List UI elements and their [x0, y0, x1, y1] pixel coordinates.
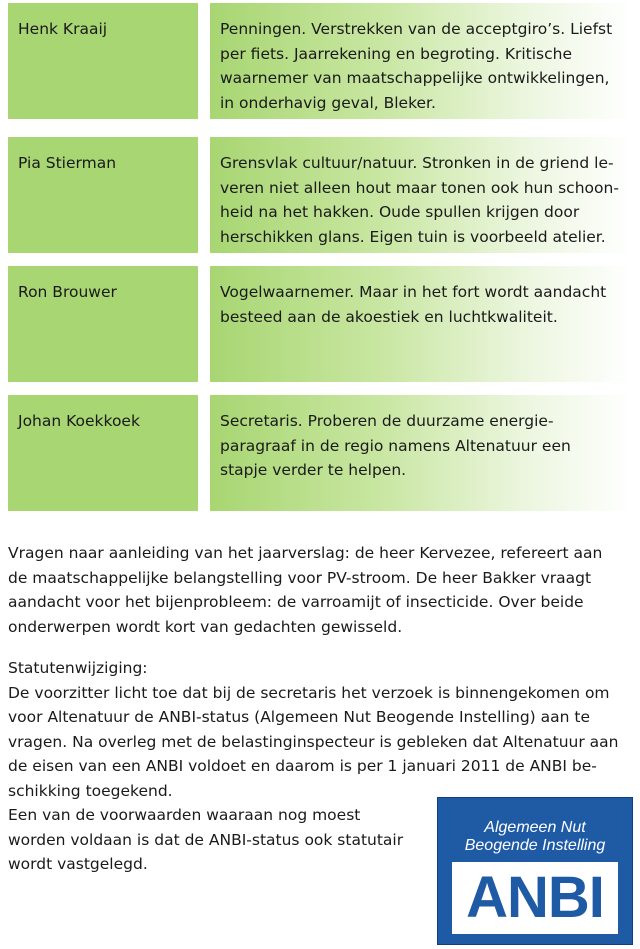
member-description: Vogelwaarnemer. Maar in het fort wordt aandacht besteed aan de akoestiek en luchtkwaliteit. [210, 266, 632, 382]
anbi-logo-box [452, 862, 618, 934]
member-description: Grensvlak cultuur/natuur. Stronken in de griend le- veren niet alleen hout maar tonen ook hun schoon- heid na het hakken. Oude spullen krijgen door herschikken glans. Eigen tuin is voorbeeld atelier. [210, 137, 632, 253]
statute-heading: Statutenwijziging: [8, 659, 148, 677]
member-description: Penningen. Verstrekken van de acceptgiro’s. Liefst per fiets. Jaarrekening en begroting. Kritische waarnemer van maatschappelijke ontwikkelingen, in onderhavig geval, Bleker. [210, 3, 632, 119]
member-name: Ron Brouwer [8, 266, 198, 382]
member-row-ron [8, 266, 632, 382]
member-row-pia [8, 137, 632, 253]
conditions-paragraph: Een van de voorwaarden waaraan nog moest worden voldaan is dat de ANBI-status ook statutair wordt vastgelegd. [8, 806, 404, 873]
member-name: Pia Stierman [8, 137, 198, 253]
member-name: Henk Kraaij [8, 3, 198, 119]
anbi-logo-line2: Beogende Instelling [464, 837, 606, 854]
questions-paragraph: Vragen naar aanleiding van het jaarverslag: de heer Kervezee, refereert aan de maatschappelijke belangstelling voor PV-stroom. De heer Bakker vraagt aandacht voor het bijenprobleem: de varroamijt of insecticide. Over beide onderwerpen wordt kort van gedachten gewisseld. [8, 544, 603, 636]
anbi-logo [437, 797, 633, 945]
anbi-logo-line1: Algemeen Nut [484, 819, 586, 836]
anbi-logo-word: ANBI [466, 865, 604, 930]
member-row-johan [8, 395, 632, 511]
member-row-henk [8, 3, 632, 119]
member-description: Secretaris. Proberen de duurzame energie- paragraaf in de regio namens Altenatuur een stapje verder te helpen. [210, 395, 632, 511]
statute-paragraph: Statutenwijziging: De voorzitter licht toe dat bij de secretaris het verzoek is binnengekomen om voor Altenatuur de ANBI-status (Algemeen Nut Beogende Instelling) aan te vragen. Na overleg met de belastinginspecteur is gebleken dat Altenatuur aan de eisen van een ANBI voldoet en daarom is per 1 januari 2011 de ANBI be- schikking toegekend. [8, 656, 632, 803]
member-name: Johan Koekkoek [8, 395, 198, 511]
